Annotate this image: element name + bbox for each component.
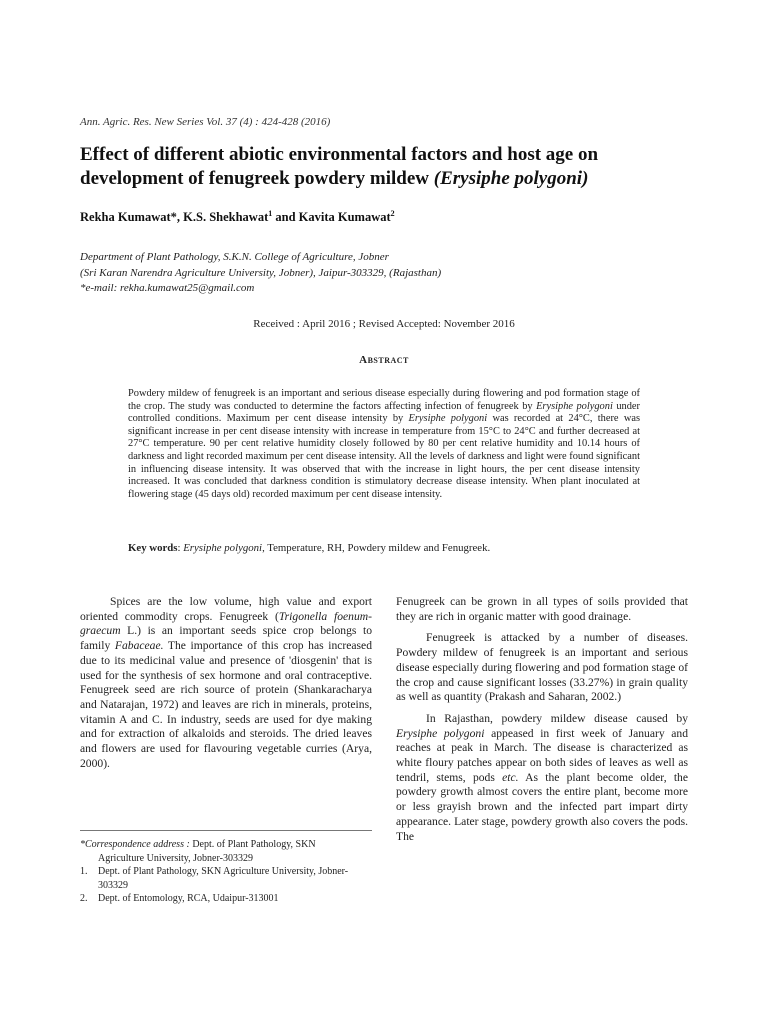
correspondence-footnote	[80, 838, 372, 865]
author-3: and Kavita Kumawat	[272, 210, 391, 225]
keywords-separator: :	[177, 542, 184, 554]
keywords-line	[128, 542, 688, 554]
rajasthan-etc: etc.	[502, 770, 519, 784]
title-species: (Erysiphe polygoni)	[433, 168, 589, 189]
footnote-1-text: Dept. of Plant Pathology, SKN Agriculture University, Jobner-303329	[98, 866, 349, 891]
author-3-marker: 2	[390, 209, 395, 218]
affiliation-department: Department of Plant Pathology, S.K.N. College of Agriculture, Jobner	[80, 251, 389, 263]
right-column	[396, 595, 688, 844]
intro-family: Fabaceae.	[114, 639, 164, 653]
correspondence-label: *Correspondence address :	[80, 839, 190, 850]
author-2: K.S. Shekhawat	[183, 210, 269, 225]
abstract-part-1: Powdery mildew of fenugreek is an important and serious disease especially during flowering and pod formation stage of the crop. The study was conducted to determine the factors affecting infection of fenugreek by	[128, 388, 640, 412]
footnote-divider	[80, 830, 372, 831]
footnote-2-text: Dept. of Entomology, RCA, Udaipur-313001	[98, 893, 279, 905]
keywords-label: Key words	[128, 542, 178, 554]
left-column	[80, 595, 372, 771]
affiliation-block	[80, 250, 441, 297]
affiliation-university: (Sri Karan Narendra Agriculture University, Jobner), Jaipur-303329, (Rajasthan)	[80, 266, 442, 279]
footnote-2	[80, 892, 372, 906]
keywords-species: Erysiphe polygoni	[183, 542, 263, 554]
journal-reference: Ann. Agric. Res. New Series Vol. 37 (4) : 424-428 (2016)	[80, 116, 331, 128]
received-dates: Received : April 2016 ; Revised Accepted: November 2016	[253, 318, 515, 330]
intro-part-1: Spices are the low volume, high value and export oriented commodity crops. Fenugreek (	[80, 595, 372, 623]
intro-part-3: The importance of this crop has increased due to its medicinal value and presence of 'diosgenin' that is used for the synthesis of sex hormone and oral contraceptive. Fenugreek seed are rich source of protein (Shankaracharya and Natarajan, 1972) and leaves are rich in minerals, proteins, vitamin A and C. In industry, seeds are used for dye making and for extraction of alkaloids and steroids. The dried leaves and flowers are used for flavouring vegetable curries (Arya, 2000).	[80, 639, 372, 770]
abstract-species-2: Erysiphe polygoni	[408, 413, 488, 425]
intro-part-2: L.) is an important seeds spice crop belongs to family	[80, 624, 372, 653]
author-1: Rekha Kumawat*,	[80, 210, 184, 225]
abstract-heading-rest: BSTRACT	[367, 356, 409, 365]
intro-species: Trigonella foenum-graecum	[80, 609, 372, 638]
paper-title	[80, 143, 700, 191]
correspondence-first-line: Dept. of Plant Pathology, SKN	[189, 839, 316, 850]
correspondence-continuation: Agriculture University, Jobner-303329	[98, 852, 253, 864]
footnotes	[80, 838, 372, 906]
rajasthan-paragraph	[396, 712, 688, 844]
rajasthan-species: Erysiphe polygoni	[396, 726, 485, 740]
rajasthan-part-1: In Rajasthan, powdery mildew disease caused by	[426, 711, 688, 725]
author-email: *e-mail: rekha.kumawat25@gmail.com	[80, 282, 255, 294]
abstract-part-2: under controlled conditions. Maximum per cent disease intensity by	[128, 400, 640, 425]
rajasthan-part-3: As the plant become older, the powdery growth almost covers the entire plant, become more or less grayish brown and the infected part impart dirty appearance. Later stage, powdery growth also covers the pods. The	[396, 770, 688, 843]
diseases-paragraph: Fenugreek is attacked by a number of diseases. Powdery mildew of fenugreek is an important and serious disease especially during flowering and pod formation stage of the crop and cause significant losses (33.27%) in grain quality as well as quantity (Prakash and Saharan, 2002.)	[396, 631, 688, 704]
title-text: Effect of different abiotic environmental factors and host age on development of fenugreek powdery mildew	[80, 144, 599, 189]
footnote-2-number: 2.	[80, 893, 88, 905]
footnote-1	[80, 865, 372, 892]
abstract-species-1: Erysiphe polygoni	[536, 400, 613, 412]
cultivation-paragraph: Fenugreek can be grown in all types of soils provided that they are rich in organic matter with good drainage.	[396, 595, 688, 623]
abstract-part-3: was recorded at 24°C, there was significant increase in per cent disease intensity with increase in temperature from 15°C to 24°C and further decreased at 27°C temperature. 90 per cent relative humidity closely followed by 80 per cent relative humidity and 10.14 hours of darkness and light recorded maximum per cent disease intensity. All the levels of darkness and light were found significant in influencing disease intensity. It was observed that with the increase in light hours, the per cent disease intensity increased. It was concluded that darkness condition is stimulatory decrease disease intensity. When plant inoculated at flowering stage (45 days old) recorded maximum per cent disease intensity.	[128, 413, 640, 500]
abstract-text	[128, 388, 640, 501]
abstract-heading	[0, 354, 768, 366]
rajasthan-part-2: appeased in first week of January and reaches at peak in March. The disease is characterized as white floury patches appear on both sides of leaves as well as tendril, stems, pods	[396, 726, 689, 784]
abstract-heading-initial: A	[359, 354, 368, 366]
footnote-1-number: 1.	[80, 866, 88, 878]
author-list	[80, 209, 395, 225]
intro-paragraph	[80, 595, 372, 771]
author-2-marker: 1	[268, 209, 273, 218]
keywords-rest: , Temperature, RH, Powdery mildew and Fenugreek.	[262, 542, 491, 554]
